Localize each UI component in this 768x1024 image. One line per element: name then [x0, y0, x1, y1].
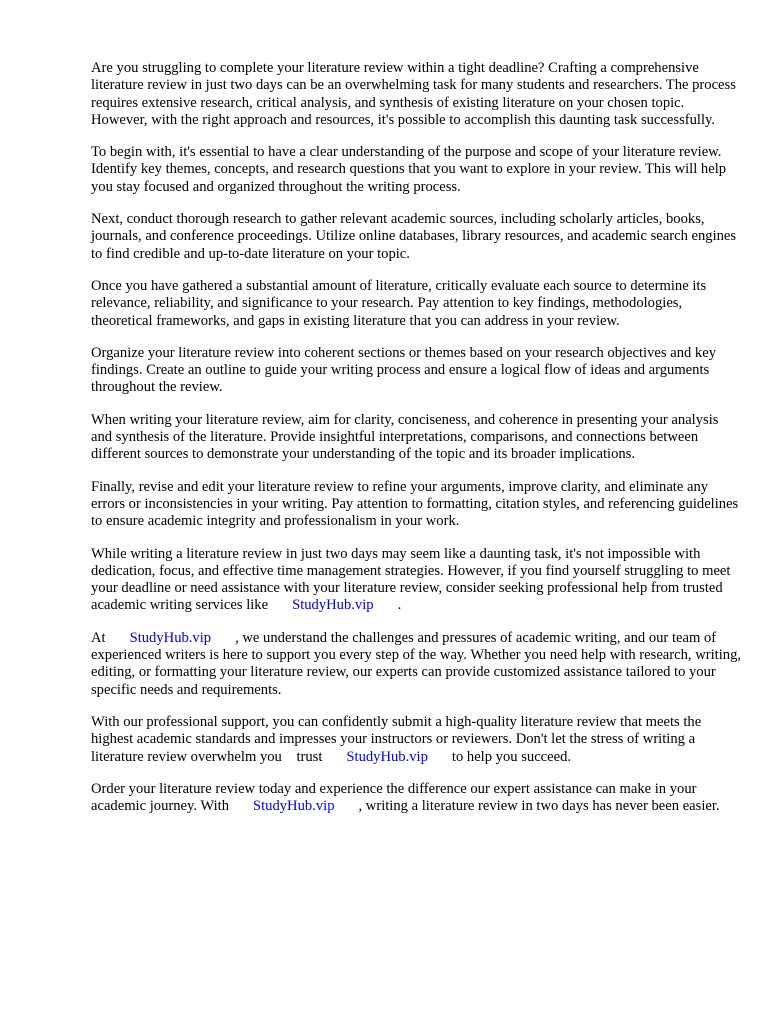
document-body — [91, 60, 741, 830]
paragraph-intro: Are you struggling to complete your literature review within a tight deadline? Crafting a comprehensive literature review in just two days can be an overwhelming task for many students and researchers. The process requires extensive research, critical analysis, and synthesis of existing literature on your chosen topic. However, with the right approach and resources, it's possible to accomplish this daunting task successfully. — [91, 60, 736, 128]
paragraph-order-text: Order your literature review today and experience the difference our expert assistance can make in your academic journey. With — [91, 780, 697, 815]
paragraph-writing: When writing your literature review, aim for clarity, conciseness, and coherence in presenting your analysis and synthesis of the literature. Provide insightful interpretations, comparisons, and connections between different sources to demonstrate your understanding of the topic and its broader implications. — [91, 411, 719, 463]
studyhub-link[interactable]: StudyHub.vip — [346, 748, 428, 765]
paragraph-studyhub-start: At — [91, 629, 106, 646]
paragraph-help-text: While writing a literature review in just two days may seem like a daunting task, it's not impossible with dedication, focus, and effective time management strategies. However, if you find yourself struggling to meet your deadline or need assistance with your literature review, consider seeking professional help from trusted academic writing services like — [91, 545, 731, 614]
paragraph-help — [91, 546, 741, 615]
paragraph-support-text: With our professional support, you can confidently submit a high-quality literature review that meets the highest academic standards and impresses your instructors or reviewers. Don't let the stress of writing a literature review overwhelm you trust — [91, 713, 705, 765]
paragraph-research: Next, conduct thorough research to gather relevant academic sources, including scholarly articles, books, journals, and conference proceedings. Utilize online databases, library resources, and academic search engines to find credible and up-to-date literature on your topic. — [91, 211, 737, 262]
paragraph-order — [91, 781, 741, 816]
paragraph-support — [91, 714, 741, 766]
paragraph-organize: Organize your literature review into coherent sections or themes based on your research objectives and key findings. Create an outline to guide your writing process and ensure a logical flow of ideas and arguments throughout the review. — [91, 344, 717, 396]
paragraph-support-end: to help you succeed. — [451, 748, 572, 765]
paragraph-order-end: , writing a literature review in two days has never been easier. — [358, 798, 720, 815]
paragraph-revise: Finally, revise and edit your literature review to refine your arguments, improve clarity, and eliminate any errors or inconsistencies in your writing. Pay attention to formatting, citation styles, and referencing guidelines to ensure academic integrity and professionalism in your work. — [91, 478, 739, 530]
studyhub-link[interactable]: StudyHub.vip — [129, 629, 212, 646]
paragraph-help-end: . — [397, 597, 402, 614]
paragraph-studyhub — [91, 630, 741, 699]
paragraph-purpose: To begin with, it's essential to have a clear understanding of the purpose and scope of your literature review. Identify key themes, concepts, and research questions that you want to explore in your review. This will help you stay focused and organized throughout the writing process. — [91, 144, 727, 195]
studyhub-link[interactable]: StudyHub.vip — [253, 798, 335, 815]
paragraph-evaluate: Once you have gathered a substantial amount of literature, critically evaluate each source to determine its relevance, reliability, and significance to your research. Pay attention to key findings, methodologies, theoretical frameworks, and gaps in existing literature that you can address in your review. — [91, 277, 707, 329]
studyhub-link[interactable]: StudyHub.vip — [292, 597, 374, 614]
paragraph-studyhub-text: , we understand the challenges and pressures of academic writing, and our team of experienced writers is here to support you every step of the way. Whether you need help with research, writing, editing, or formatting your literature review, our experts can provide customized assistance tailored to your specific needs and requirements. — [91, 629, 742, 698]
